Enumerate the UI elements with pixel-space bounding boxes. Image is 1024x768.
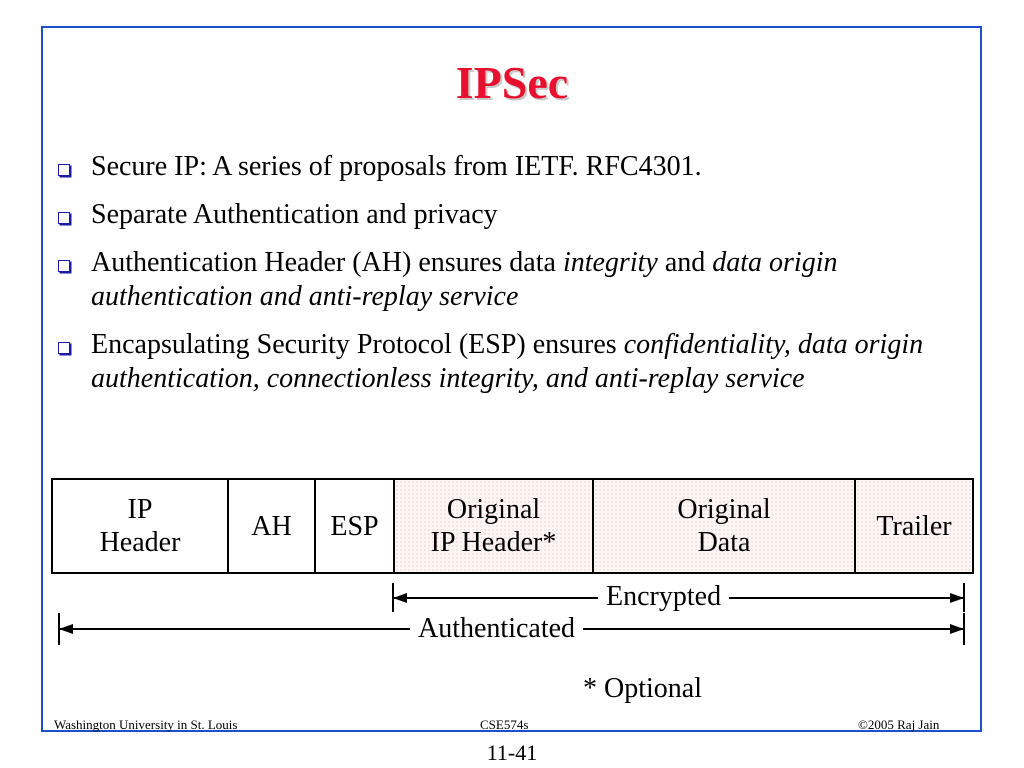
- footer-right: ©2005 Raj Jain: [858, 717, 940, 732]
- field-esp: ESP: [315, 479, 394, 573]
- footer-center: CSE574s: [480, 717, 529, 732]
- field-original-data: Original Data: [593, 479, 855, 573]
- optional-note: * Optional: [583, 673, 702, 704]
- bullet-text: Secure IP: A series of proposals from IETF. RFC4301.: [91, 151, 702, 182]
- field-ip-header: IP Header: [52, 479, 228, 573]
- field-ah: AH: [228, 479, 315, 573]
- slide-title: IPSec: [455, 57, 569, 108]
- page-number: 11-41: [486, 740, 538, 765]
- field-original-ip-header: Original IP Header*: [394, 479, 593, 573]
- field-trailer: Trailer: [855, 479, 973, 573]
- footer-left: Washington University in St. Louis: [54, 717, 238, 732]
- authenticated-label: Authenticated: [410, 614, 583, 644]
- bullet-text: Authentication Header (AH) ensures data integrity and data origin authentication and anti-replay service: [91, 247, 838, 312]
- bullet-text: Encapsulating Security Protocol (ESP) ensures confidentiality, data origin authentication, connectionless integrity, and anti-replay service: [91, 329, 924, 394]
- encrypted-label: Encrypted: [598, 582, 729, 612]
- bullet-text: Separate Authentication and privacy: [91, 199, 498, 230]
